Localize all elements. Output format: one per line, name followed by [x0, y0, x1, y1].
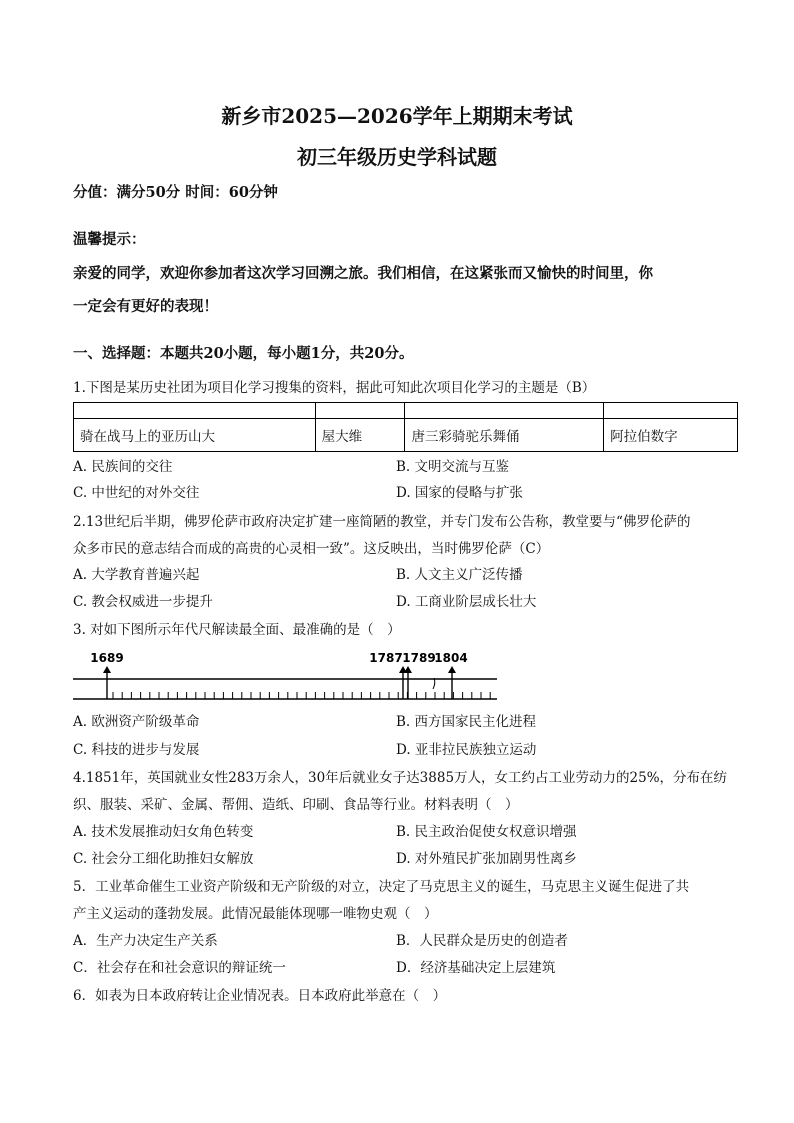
q3-option-c: C. 科技的进步与发展: [73, 742, 200, 758]
q1-option-d: D. 国家的侵略与扩张: [396, 485, 523, 501]
section-heading: 一、选择题：本题共20小题，每小题1分，共20分。: [73, 345, 414, 362]
q3-timeline: [73, 645, 497, 703]
q1-option-c: C. 中世纪的对外交往: [73, 485, 200, 501]
q1-table-cell: 阿拉伯数字: [604, 419, 738, 452]
tip-line-1: 亲爱的同学，欢迎你参加者这次学习回溯之旅。我们相信，在这紧张而又愉快的时间里，你: [73, 265, 653, 282]
q5-stem-2: 产主义运动的蓬勃发展。此情况最能体现哪一唯物史观（ ）: [73, 906, 438, 922]
q2-stem-2: 众多市民的意志结合而成的高贵的心灵相一致”。这反映出，当时佛罗伦萨（C）: [73, 541, 550, 557]
q4-option-d: D. 对外殖民扩张加剧男性离乡: [396, 851, 577, 867]
timeline-arrow-1804: [448, 666, 456, 699]
q3-option-a: A. 欧洲资产阶级革命: [73, 714, 200, 730]
q2-stem-1: 2.13世纪后半期，佛罗伦萨市政府决定扩建一座简陋的教堂，并专门发布公告称，教堂要与“佛罗伦萨的: [73, 514, 691, 530]
tip-line-2: 一定会有更好的表现！: [73, 298, 218, 315]
q5-option-c: C．社会存在和社会意识的辩证统一: [73, 960, 286, 976]
q5-option-b: B．人民群众是历史的创造者: [396, 933, 568, 949]
q5-option-a: A．生产力决定生产关系: [73, 933, 218, 949]
score-time: 分值：满分50分 时间：60分钟: [73, 184, 278, 201]
q6-stem: 6．如表为日本政府转让企业情况表。日本政府此举意在（ ）: [73, 988, 447, 1004]
q1-option-b: B. 文明交流与互鉴: [396, 459, 510, 475]
q2-option-c: C. 教会权威进一步提升: [73, 594, 213, 610]
q1-image-cell: [604, 403, 738, 419]
timeline-label-1789: 1789: [402, 651, 436, 665]
tip-label: 温馨提示：: [73, 231, 146, 248]
q4-option-b: B. 民主政治促使女权意识增强: [396, 824, 577, 840]
q1-table-cell: 骑在战马上的亚历山大: [74, 419, 316, 452]
q4-option-c: C. 社会分工细化助推妇女解放: [73, 851, 254, 867]
exam-subtitle: 初三年级历史学科试题: [297, 145, 497, 169]
exam-title: 新乡市2025—2026学年上期期末考试: [221, 104, 573, 128]
timeline-label-1787: 1787: [369, 651, 403, 665]
timeline-label-1689: 1689: [90, 651, 124, 665]
q3-option-b: B. 西方国家民主化进程: [396, 714, 537, 730]
q2-option-a: A. 大学教育普遍兴起: [73, 567, 200, 583]
q1-image-cell: [405, 403, 604, 419]
q1-table: [73, 402, 738, 452]
q3-stem: 3. 对如下图所示年代尺解读最全面、最准确的是（ ）: [73, 622, 401, 638]
q4-stem-1: 4.1851年，英国就业女性283万余人，30年后就业女子达3885万人，女工约占工业劳动力的25%，分布在纺: [73, 770, 728, 786]
q4-option-a: A. 技术发展推动妇女角色转变: [73, 824, 254, 840]
q5-option-d: D．经济基础决定上层建筑: [396, 960, 556, 976]
q1-option-a: A. 民族间的交往: [73, 459, 173, 475]
q1-image-cell: [74, 403, 316, 419]
q1-image-cell: [315, 403, 405, 419]
q4-stem-2: 织、服装、采矿、金属、帮佣、造纸、印刷、食品等行业。材料表明（ ）: [73, 797, 519, 813]
q5-stem-1: 5．工业革命催生工业资产阶级和无产阶级的对立，决定了马克思主义的诞生，马克思主义诞生促进了共: [73, 879, 690, 895]
q2-option-d: D. 工商业阶层成长壮大: [396, 594, 537, 610]
q1-table-cell: 唐三彩骑驼乐舞俑: [405, 419, 604, 452]
q1-table-cell: 屋大维: [315, 419, 405, 452]
timeline-label-1804: 1804: [434, 651, 468, 665]
q3-option-d: D. 亚非拉民族独立运动: [396, 742, 537, 758]
q1-stem: 1.下图是某历史社团为项目化学习搜集的资料，据此可知此次项目化学习的主题是（B）: [73, 380, 596, 396]
timeline-arrow-1789: [404, 666, 412, 699]
timeline-arrow-1689: [103, 666, 111, 699]
q2-option-b: B. 人文主义广泛传播: [396, 567, 523, 583]
